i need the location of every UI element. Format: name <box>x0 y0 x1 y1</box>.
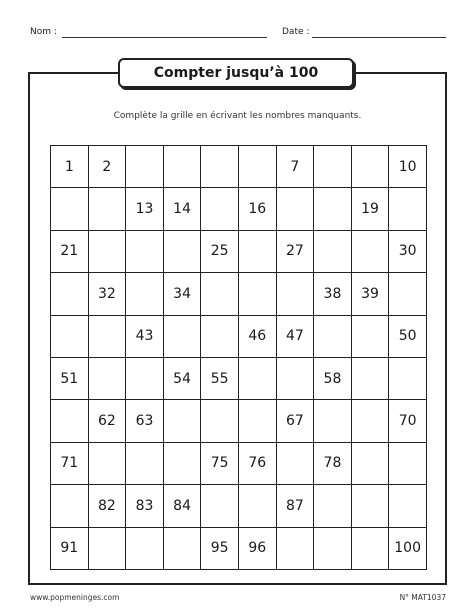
grid-cell-filled: 67 <box>277 400 315 442</box>
grid-cell-filled: 19 <box>352 188 390 230</box>
grid-cell-blank[interactable] <box>89 528 127 570</box>
grid-cell-filled: 7 <box>277 146 315 188</box>
grid-cell-filled: 50 <box>389 316 427 358</box>
grid-cell-filled: 2 <box>89 146 127 188</box>
grid-cell-blank[interactable] <box>164 400 202 442</box>
grid-cell-blank[interactable] <box>164 316 202 358</box>
grid-cell-filled: 47 <box>277 316 315 358</box>
grid-cell-filled: 63 <box>126 400 164 442</box>
grid-cell-blank[interactable] <box>201 400 239 442</box>
grid-cell-blank[interactable] <box>277 443 315 485</box>
grid-cell-blank[interactable] <box>164 231 202 273</box>
grid-cell-blank[interactable] <box>126 443 164 485</box>
grid-cell-filled: 34 <box>164 273 202 315</box>
grid-cell-blank[interactable] <box>389 443 427 485</box>
grid-cell-blank[interactable] <box>352 400 390 442</box>
grid-cell-filled: 87 <box>277 485 315 527</box>
grid-cell-filled: 51 <box>51 358 89 400</box>
name-line[interactable] <box>62 37 267 38</box>
grid-cell-filled: 43 <box>126 316 164 358</box>
grid-cell-filled: 75 <box>201 443 239 485</box>
grid-cell-blank[interactable] <box>126 358 164 400</box>
grid-cell-blank[interactable] <box>352 485 390 527</box>
grid-cell-blank[interactable] <box>314 400 352 442</box>
website-link: www.popmeninges.com <box>30 593 120 602</box>
date-line[interactable] <box>312 37 446 38</box>
grid-cell-blank[interactable] <box>201 273 239 315</box>
grid-cell-blank[interactable] <box>352 358 390 400</box>
grid-cell-blank[interactable] <box>89 443 127 485</box>
grid-cell-filled: 83 <box>126 485 164 527</box>
grid-cell-blank[interactable] <box>239 273 277 315</box>
grid-cell-filled: 16 <box>239 188 277 230</box>
grid-cell-blank[interactable] <box>352 528 390 570</box>
grid-cell-blank[interactable] <box>164 443 202 485</box>
grid-cell-blank[interactable] <box>277 528 315 570</box>
page-title: Compter jusqu’à 100 <box>118 58 354 88</box>
grid-cell-blank[interactable] <box>89 316 127 358</box>
date-label: Date : <box>282 27 310 37</box>
grid-cell-blank[interactable] <box>314 316 352 358</box>
grid-cell-blank[interactable] <box>201 485 239 527</box>
grid-cell-blank[interactable] <box>389 485 427 527</box>
grid-cell-blank[interactable] <box>201 316 239 358</box>
grid-cell-blank[interactable] <box>352 146 390 188</box>
grid-cell-blank[interactable] <box>164 528 202 570</box>
grid-cell-blank[interactable] <box>389 188 427 230</box>
grid-cell-filled: 91 <box>51 528 89 570</box>
grid-cell-blank[interactable] <box>314 528 352 570</box>
grid-cell-blank[interactable] <box>51 273 89 315</box>
grid-cell-filled: 95 <box>201 528 239 570</box>
grid-cell-blank[interactable] <box>51 188 89 230</box>
grid-cell-blank[interactable] <box>239 358 277 400</box>
worksheet-ref: N° MAT1037 <box>399 593 446 602</box>
grid-cell-blank[interactable] <box>126 231 164 273</box>
grid-cell-blank[interactable] <box>389 358 427 400</box>
grid-cell-blank[interactable] <box>164 146 202 188</box>
grid-cell-filled: 54 <box>164 358 202 400</box>
grid-cell-blank[interactable] <box>51 316 89 358</box>
grid-cell-blank[interactable] <box>126 528 164 570</box>
grid-cell-blank[interactable] <box>277 358 315 400</box>
grid-cell-blank[interactable] <box>51 485 89 527</box>
grid-cell-filled: 39 <box>352 273 390 315</box>
grid-cell-blank[interactable] <box>239 231 277 273</box>
grid-cell-filled: 96 <box>239 528 277 570</box>
grid-cell-filled: 100 <box>389 528 427 570</box>
grid-cell-blank[interactable] <box>239 400 277 442</box>
grid-cell-blank[interactable] <box>201 146 239 188</box>
grid-cell-filled: 38 <box>314 273 352 315</box>
grid-cell-blank[interactable] <box>51 400 89 442</box>
grid-cell-blank[interactable] <box>239 146 277 188</box>
grid-cell-filled: 10 <box>389 146 427 188</box>
instruction-text: Complète la grille en écrivant les nombres manquants. <box>113 111 362 121</box>
grid-cell-filled: 71 <box>51 443 89 485</box>
grid-cell-filled: 14 <box>164 188 202 230</box>
number-grid <box>50 145 427 570</box>
grid-cell-blank[interactable] <box>89 231 127 273</box>
grid-cell-blank[interactable] <box>277 273 315 315</box>
grid-cell-filled: 78 <box>314 443 352 485</box>
grid-cell-blank[interactable] <box>352 443 390 485</box>
grid-cell-blank[interactable] <box>201 188 239 230</box>
grid-cell-filled: 70 <box>389 400 427 442</box>
grid-cell-filled: 46 <box>239 316 277 358</box>
grid-cell-blank[interactable] <box>89 188 127 230</box>
grid-cell-filled: 84 <box>164 485 202 527</box>
grid-cell-filled: 1 <box>51 146 89 188</box>
grid-cell-blank[interactable] <box>352 231 390 273</box>
grid-cell-blank[interactable] <box>389 273 427 315</box>
grid-cell-blank[interactable] <box>126 146 164 188</box>
grid-cell-blank[interactable] <box>314 188 352 230</box>
grid-cell-blank[interactable] <box>314 231 352 273</box>
grid-cell-blank[interactable] <box>239 485 277 527</box>
grid-cell-filled: 76 <box>239 443 277 485</box>
grid-cell-filled: 62 <box>89 400 127 442</box>
grid-cell-filled: 21 <box>51 231 89 273</box>
grid-cell-filled: 32 <box>89 273 127 315</box>
grid-cell-blank[interactable] <box>277 188 315 230</box>
grid-cell-filled: 82 <box>89 485 127 527</box>
grid-cell-blank[interactable] <box>314 485 352 527</box>
grid-cell-filled: 30 <box>389 231 427 273</box>
grid-cell-blank[interactable] <box>352 316 390 358</box>
grid-cell-filled: 13 <box>126 188 164 230</box>
grid-cell-blank[interactable] <box>89 358 127 400</box>
grid-cell-blank[interactable] <box>126 273 164 315</box>
grid-cell-filled: 55 <box>201 358 239 400</box>
grid-cell-filled: 58 <box>314 358 352 400</box>
grid-cell-filled: 25 <box>201 231 239 273</box>
grid-cell-blank[interactable] <box>314 146 352 188</box>
name-label: Nom : <box>30 27 57 37</box>
grid-cell-filled: 27 <box>277 231 315 273</box>
